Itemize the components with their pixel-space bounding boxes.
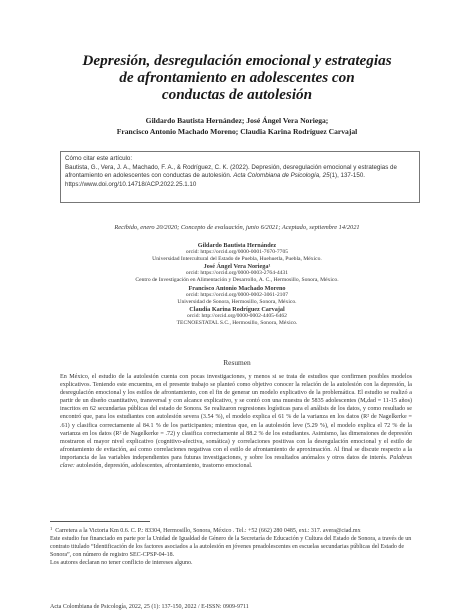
affiliation-name: Claudia Karina Rodríguez Carvajal	[189, 305, 285, 313]
article-dates: Recibido, enero 20/2020; Concepto de evaluación, junio 6/2021; Aceptado, septiembre 14/2021	[114, 224, 360, 231]
affiliation-institution: Centro de Investigación en Alimentación y Desarrollo, A. C., Hermosillo, Sonora, México.	[135, 277, 339, 284]
author-list	[30, 116, 444, 137]
abstract-heading: Resumen	[223, 358, 251, 367]
affiliation-3	[60, 285, 414, 306]
affiliation-institution: Universidad de Sonora, Hermosillo, Sonora, México.	[177, 298, 297, 305]
footnote-funding: Este estudio fue financiado en parte por la Unidad de Igualdad de Género de la Secretaría de Educación y Cultura del Estado de Sonora, a través de un contrato titulado “Identificación de los factores asociados a la autolesión en jóvenes preadolescentes en escuelas secundarias públicas del Estado de Sonora”, con número de registro SEC-CPSP-04-18.	[50, 535, 412, 558]
title-line-2: de afrontamiento en adolescentes con	[119, 69, 355, 86]
title-line-3: conductas de autolesión	[161, 86, 313, 103]
citation-text-a: Bautista, G., Vera, J. A., Machado, F. A., & Rodríguez, C. K. (2022). Depresión, desregulación emocional y estrategias de afrontamiento en adolescentes con conductas de autolesión.	[65, 163, 397, 180]
affiliation-institution: Universidad Intercultural del Estado de Puebla, Huehuetla, Puebla, México.	[152, 256, 322, 263]
authors-line-1: Gildardo Bautista Hernández; José Ángel Vera Noriega;	[145, 116, 329, 125]
footnote-mark: 1	[50, 526, 53, 531]
affiliation-4	[60, 306, 414, 327]
affiliation-orcid[interactable]: orcid: http://orcid.org/0000-0002-4405-6462	[187, 312, 287, 319]
page-footer: Acta Colombiana de Psicología, 2022, 25 (1): 137-150, 2022 / E-ISSN: 0909-9711	[50, 604, 249, 610]
footnote-address: Carretera a la Victoria Km 0.6. C. P.: 83304, Hermosillo, Sonora, México . Tel.: +52 (662) 280 0485, ext.: 317. avera@ciad.mx	[55, 528, 361, 534]
abstract	[60, 373, 412, 470]
keywords-text: autolesión, depresión, adolescentes, afrontamiento, trastorno emocional.	[76, 463, 253, 470]
affiliation-orcid[interactable]: orcid: https://orcid.org/0000-0003-2764-4431	[185, 270, 289, 277]
title-line-1: Depresión, desregulación emocional y estrategias	[82, 52, 392, 69]
footnote-conflict: Los autores declaran no tener conflicto de intereses alguno.	[50, 559, 193, 566]
keywords-label: Palabras clave:	[60, 454, 412, 470]
footnote-line-1	[50, 525, 420, 536]
affiliation-name: Francisco Antonio Machado Moreno	[188, 284, 286, 292]
citation-text-b[interactable]: (1), 137-150. https://www.doi.org/10.14718/ACP.2022.25.1.10	[65, 172, 365, 188]
authors-line-2: Francisco Antonio Machado Moreno; Claudia Karina Rodríguez Carvajal	[116, 126, 358, 136]
affiliation-institution: TECNOESTATAL S.C., Hermosillo, Sonora, México.	[176, 320, 298, 327]
affiliation-orcid[interactable]: orcid: https://orcid.org/0000-0001-7670-7705	[185, 249, 289, 256]
article-title	[40, 52, 434, 103]
footnote	[50, 525, 420, 568]
citation-label: Cómo citar este artículo:	[65, 155, 133, 162]
affiliations	[60, 242, 414, 327]
affiliation-1	[60, 242, 414, 263]
affiliation-name: José Ángel Vera Noriega¹	[203, 263, 271, 271]
affiliation-2	[60, 263, 414, 284]
citation-journal: Acta Colombiana de Psicología, 25	[233, 172, 330, 180]
citation-text	[65, 164, 415, 190]
affiliation-name: Gildardo Bautista Hernández	[197, 242, 277, 249]
abstract-text: En México, el estudio de la autolesión cuenta con pocas investigaciones, y menos si se trata de estudios que confirmen posibles modelos explicativos. Teniendo este encuentra, en el presente trabajo se planteó como objetivo conocer la relación de la autolesión con la depresión, la desregulación emocional y los estilos de afrontamiento, con el fin de generar un modelo explicativo de la problemática. El estudio se realizó a partir de un diseño cuantitativo, transversal y con alcance explicativo, y se contó con una muestra de 5835 adolescentes (Mₑdad = 11-15 años) inscritos en 62 secundarias públicas del estado de Sonora. Se realizaron regresiones logísticas para el análisis de los datos, y como resultado se encontró que, para los estudiantes con autolesión severa (3.54 %), el modelo explica el 61 % de la varianza en los datos (R² de Nagelkerke = .61) y clasifica correctamente al 84.1 % de los participantes; mientras que, en la autolesión leve (5.29 %), el modelo explica el 72 % de la varianza en los datos (R² de Nagelkerke = .72) y clasifica correctamente al 88.2 % de los estudiantes. Asimismo, las dimensiones de depresión mostraron el mayor nivel explicativo (cognitivo-afectiva, somática) y correlaciones positivas con la desregulación emocional y el estilo de afrontamiento de evitación, así como correlaciones negativas con el estilo de afrontamiento de aproximación. Al final se discute respecto a la importancia de las variables independientes para futuras investigaciones, y sobre los resultados anómalos y otros datos de interés.	[60, 374, 412, 461]
affiliation-orcid[interactable]: orcid: https://orcid.org/0000-0002-3061-2107	[185, 291, 289, 298]
footnote-divider	[50, 521, 150, 522]
citation-box	[60, 151, 420, 203]
